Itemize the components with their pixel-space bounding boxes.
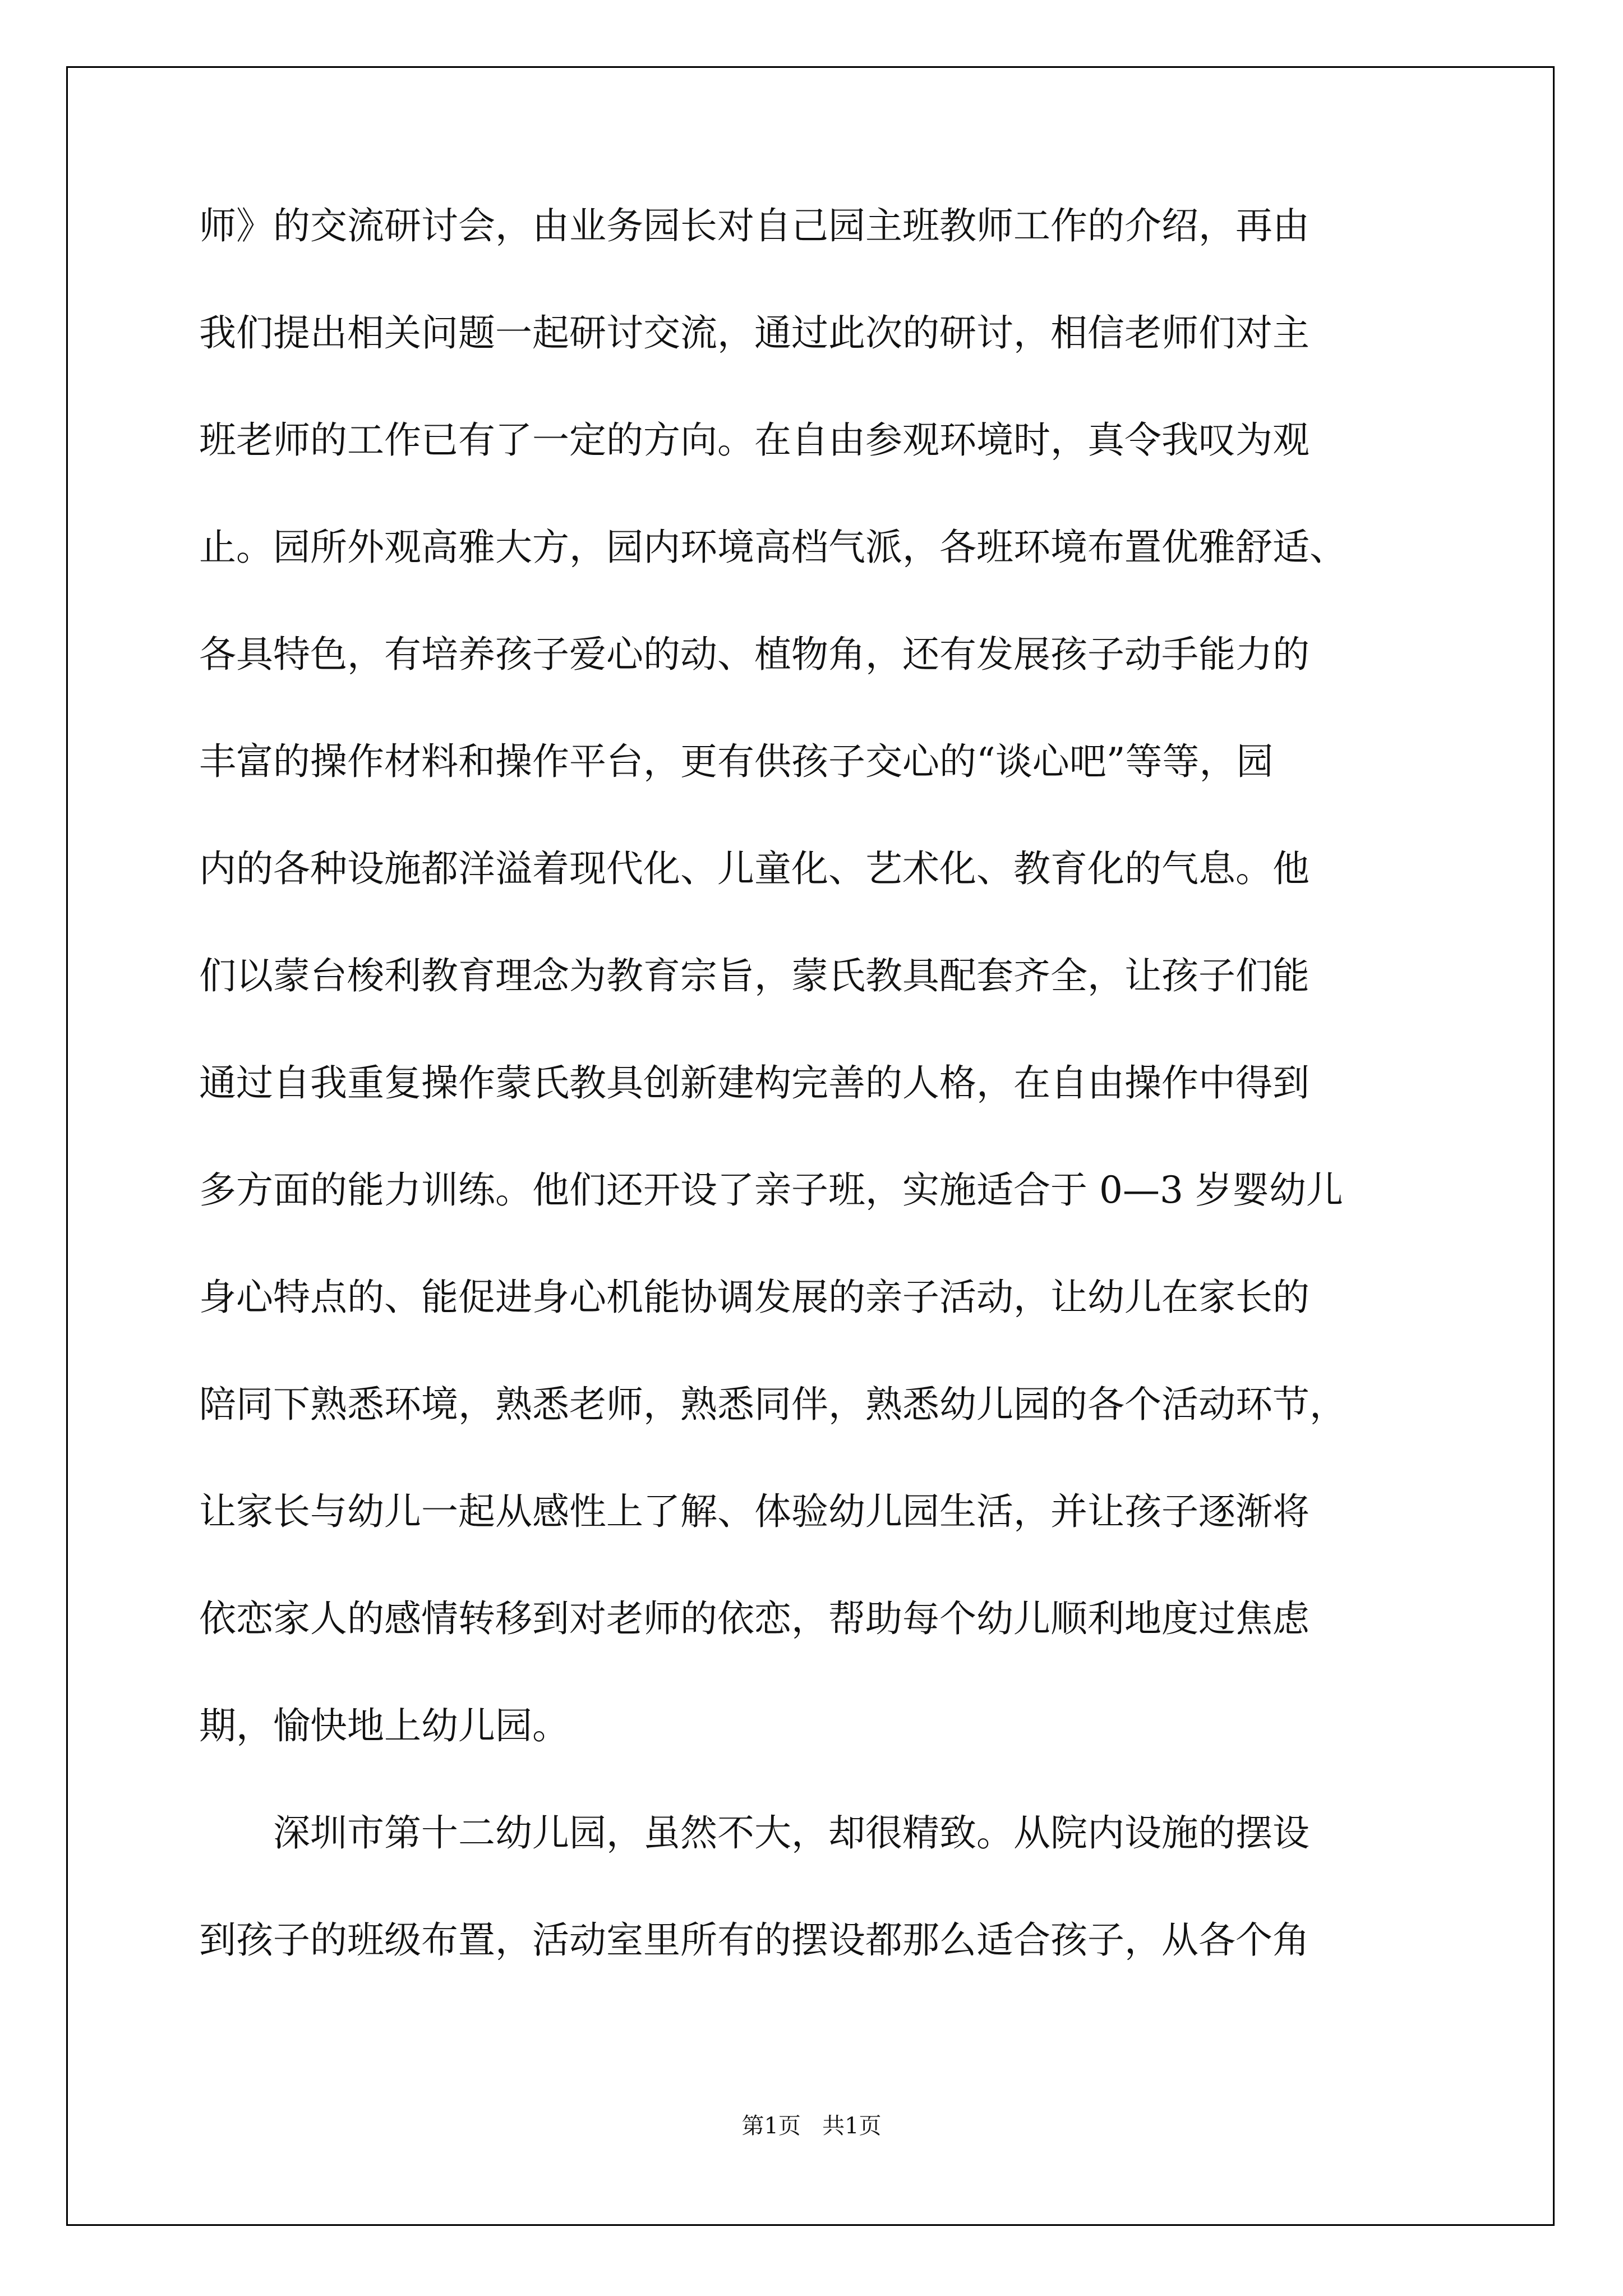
text-line: 深圳市第十二幼儿园，虽然不大，却很精致。从院内设施的摆设 xyxy=(199,1811,1310,1855)
text-line: 内的各种设施都洋溢着现代化、儿童化、艺术化、教育化的气息。他 xyxy=(199,847,1310,890)
text-line: 们以蒙台梭利教育理念为教育宗旨，蒙氏教具配套齐全，让孩子们能 xyxy=(199,954,1310,997)
text-line: 班老师的工作已有了一定的方向。在自由参观环境时，真令我叹为观 xyxy=(199,418,1310,462)
page-footer xyxy=(0,2108,1623,2140)
text-line: 各具特色，有培养孩子爱心的动、植物角，还有发展孩子动手能力的 xyxy=(199,633,1310,676)
page-total: 共1页 xyxy=(822,2113,882,2139)
document-body xyxy=(199,204,1450,2029)
text-line: 师》的交流研讨会，由业务园长对自己园主班教师工作的介绍，再由 xyxy=(199,204,1310,247)
text-line: 期，愉快地上幼儿园。 xyxy=(199,1704,569,1747)
text-line: 我们提出相关问题一起研讨交流，通过此次的研讨，相信老师们对主 xyxy=(199,311,1310,355)
text-line: 依恋家人的感情转移到对老师的依恋，帮助每个幼儿顺利地度过焦虑 xyxy=(199,1597,1310,1640)
text-line: 止。园所外观高雅大方，园内环境高档气派，各班环境布置优雅舒适、 xyxy=(199,526,1347,569)
text-line: 到孩子的班级布置，活动室里所有的摆设都那么适合孩子，从各个角 xyxy=(199,1918,1310,1962)
text-line: 通过自我重复操作蒙氏教具创新建构完善的人格，在自由操作中得到 xyxy=(199,1061,1310,1105)
text-line: 让家长与幼儿一起从感性上了解、体验幼儿园生活，并让孩子逐渐将 xyxy=(199,1490,1310,1533)
text-line: 陪同下熟悉环境，熟悉老师，熟悉同伴，熟悉幼儿园的各个活动环节， xyxy=(199,1383,1347,1426)
text-line: 身心特点的、能促进身心机能协调发展的亲子活动，让幼儿在家长的 xyxy=(199,1276,1310,1319)
page-number: 第1页 xyxy=(741,2113,801,2139)
text-line: 多方面的能力训练。他们还开设了亲子班，实施适合于 0—3 岁婴幼儿 xyxy=(199,1168,1343,1212)
text-line: 丰富的操作材料和操作平台，更有供孩子交心的“谈心吧”等等，园 xyxy=(199,740,1274,783)
